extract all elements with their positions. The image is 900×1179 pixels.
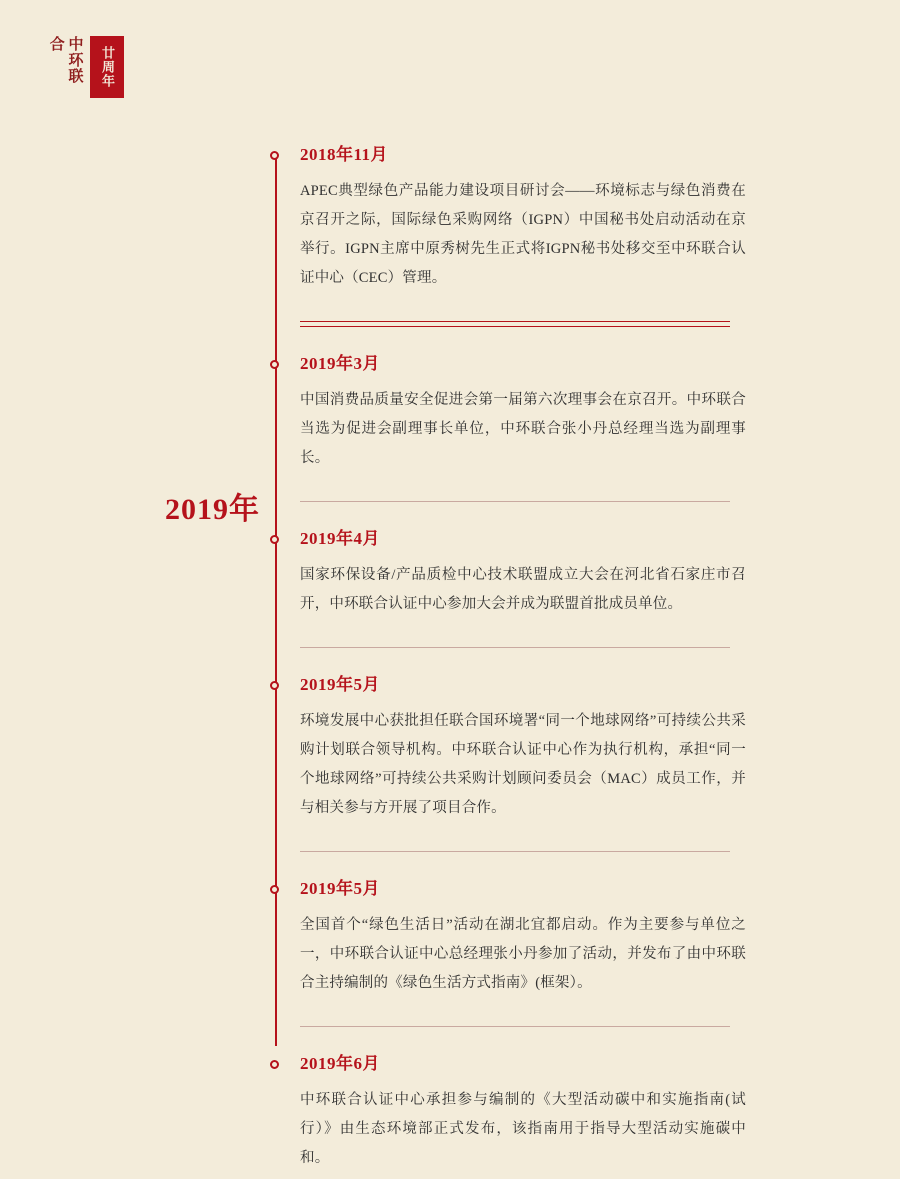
timeline-year-marker: 2019年 <box>165 493 260 526</box>
timeline-entry <box>276 670 746 829</box>
timeline <box>0 140 900 1179</box>
timeline-dot-icon <box>270 885 279 894</box>
timeline-dot-icon <box>270 360 279 369</box>
brand-name: 中环联合 <box>47 36 83 84</box>
timeline-entry-text: 国家环保设备/产品质检中心技术联盟成立大会在河北省石家庄市召开，中环联合认证中心参加大会并成为联盟首批成员单位。 <box>300 567 746 612</box>
timeline-entry-date: 2019年3月 <box>300 354 380 373</box>
timeline-entry-text: 中国消费品质量安全促进会第一届第六次理事会在京召开。中环联合当选为促进会副理事长单位，中环联合张小丹总经理当选为副理事长。 <box>300 392 746 466</box>
timeline-entry-date: 2019年5月 <box>300 879 380 898</box>
timeline-entry <box>276 874 746 1004</box>
timeline-dot-icon <box>270 681 279 690</box>
entry-divider <box>300 501 730 502</box>
timeline-entry-date: 2019年5月 <box>300 675 380 694</box>
timeline-entry-date: 2019年6月 <box>300 1054 380 1073</box>
timeline-entry <box>276 524 746 625</box>
timeline-dot-icon <box>270 1060 279 1069</box>
brand-logo <box>46 36 124 98</box>
timeline-entry <box>276 140 746 299</box>
anniversary-seal: 廿周年 <box>90 36 124 98</box>
timeline-entry-text: 全国首个“绿色生活日”活动在湖北宜都启动。作为主要参与单位之一，中环联合认证中心总经理张小丹参加了活动，并发布了由中环联合主持编制的《绿色生活方式指南》(框架）。 <box>300 917 746 991</box>
section-divider <box>300 321 730 327</box>
timeline-dot-icon <box>270 535 279 544</box>
timeline-entry <box>276 349 746 479</box>
entry-divider <box>300 851 730 852</box>
timeline-entries <box>276 140 746 1179</box>
timeline-entry <box>276 1049 746 1179</box>
timeline-dot-icon <box>270 151 279 160</box>
entry-divider <box>300 647 730 648</box>
entry-divider <box>300 1026 730 1027</box>
timeline-entry-text: APEC典型绿色产品能力建设项目研讨会——环境标志与绿色消费在京召开之际，国际绿色采购网络（IGPN）中国秘书处启动活动在京举行。IGPN主席中原秀树先生正式将IGPN秘书处移交至中环联合认证中心（CEC）管理。 <box>300 183 746 286</box>
timeline-entry-date: 2019年4月 <box>300 529 380 548</box>
timeline-entry-date: 2018年11月 <box>300 145 389 164</box>
timeline-entry-text: 环境发展中心获批担任联合国环境署“同一个地球网络”可持续公共采购计划联合领导机构。中环联合认证中心作为执行机构，承担“同一个地球网络”可持续公共采购计划顾问委员会（MAC）成员工作，并与相关参与方开展了项目合作。 <box>300 713 746 816</box>
timeline-entry-text: 中环联合认证中心承担参与编制的《大型活动碳中和实施指南(试行）》由生态环境部正式发布，该指南用于指导大型活动实施碳中和。 <box>300 1092 746 1166</box>
